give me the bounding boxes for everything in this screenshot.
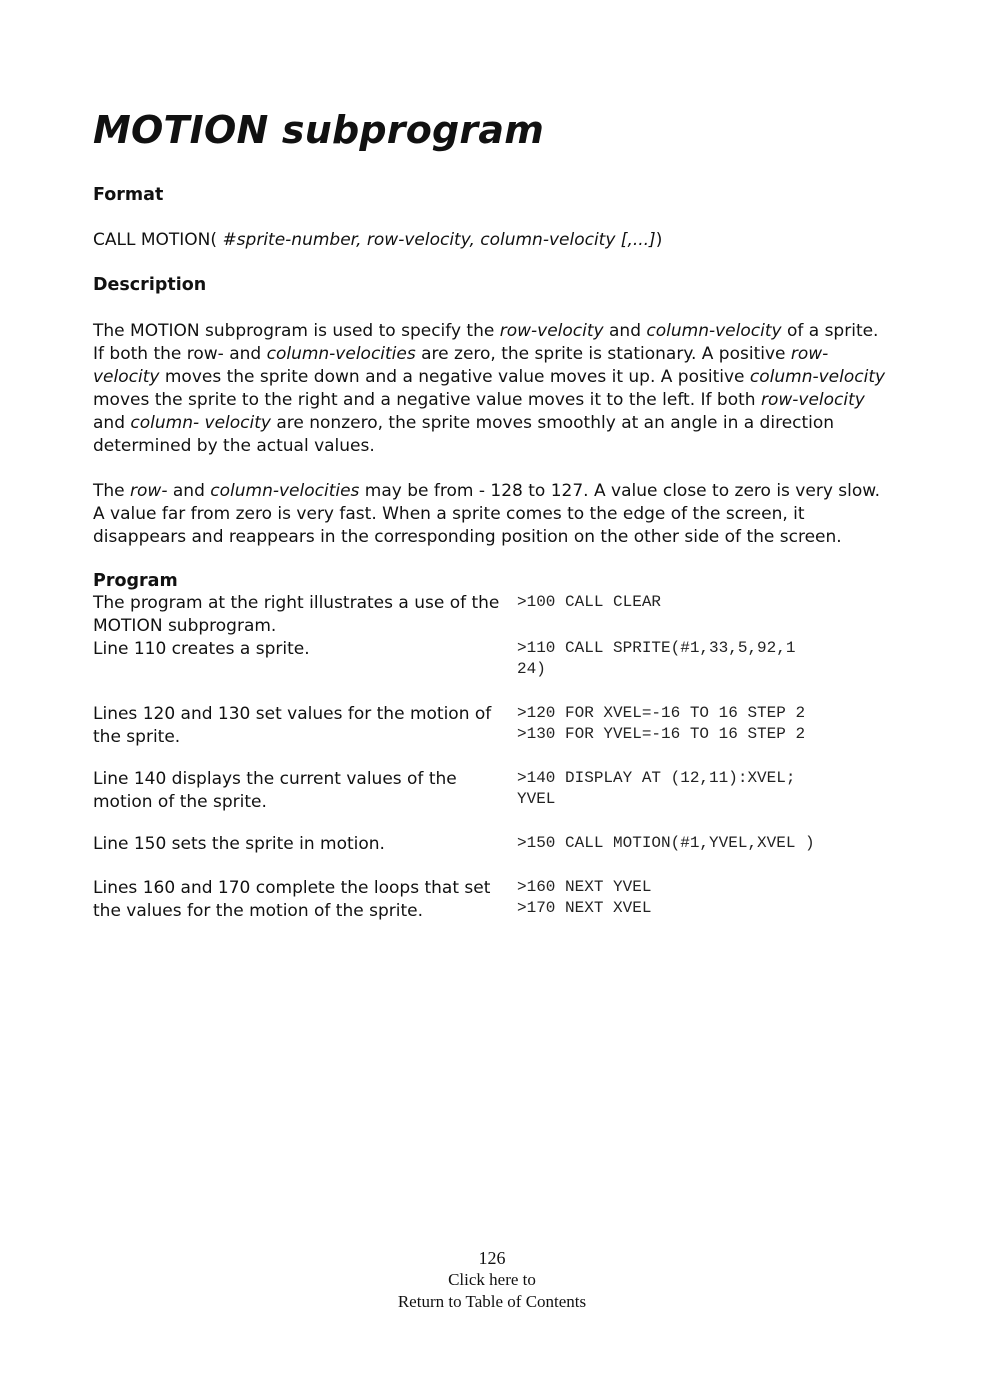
program-row-code: >120 FOR XVEL=-16 TO 16 STEP 2 >130 FOR YVEL=-16 TO 16 STEP 2 — [517, 704, 806, 743]
italic-run: row-velocity — [760, 390, 865, 410]
page-number: 126 — [478, 1248, 506, 1268]
program-row-description: Lines 160 and 170 complete the loops that set the values for the motion of the sprite. — [93, 878, 491, 921]
italic-run: row- — [130, 481, 168, 501]
italic-run: column- velocity — [130, 413, 271, 433]
format-heading: Format — [93, 185, 164, 205]
description-heading: Description — [93, 275, 207, 295]
text-run: The MOTION subprogram is used to specify the — [93, 321, 500, 341]
text-run: A value far from zero is very fast. When a sprite comes to the edge of the screen, it — [93, 504, 805, 524]
page-footer — [0, 1247, 984, 1313]
italic-run: column-velocities — [210, 481, 360, 501]
italic-run: column-velocities — [266, 344, 416, 364]
text-run: may be from - 128 to 127. A value close to zero is very slow. — [359, 481, 881, 501]
text-run: of a sprite. — [781, 321, 879, 341]
toc-link-line-2[interactable]: Return to Table of Contents — [397, 1292, 587, 1311]
format-syntax — [93, 229, 662, 252]
program-row-description: Line 150 sets the sprite in motion. — [93, 834, 385, 854]
program-row-description: The program at the right illustrates a use of the MOTION subprogram. — [93, 593, 500, 636]
page-title: MOTION subprogram — [93, 108, 545, 152]
italic-run: column-velocity — [749, 367, 886, 387]
italic-run: row- — [790, 344, 829, 364]
program-row-code: >100 CALL CLEAR — [517, 593, 662, 611]
program-heading: Program — [93, 571, 178, 591]
italic-run: velocity — [93, 367, 160, 387]
description-paragraph-2 — [93, 480, 893, 549]
format-args: #sprite-number, row-velocity, column-velocity [,...] — [222, 230, 656, 250]
program-row-description: Lines 120 and 130 set values for the motion of the sprite. — [93, 704, 492, 747]
format-suffix: ) — [655, 230, 663, 250]
program-row-code: >150 CALL MOTION(#1,YVEL,XVEL ) — [517, 834, 815, 852]
program-row-code: >110 CALL SPRITE(#1,33,5,92,1 24) — [517, 639, 796, 678]
program-row-description: Line 140 displays the current values of the motion of the sprite. — [93, 769, 457, 812]
program-row-description: Line 110 creates a sprite. — [93, 639, 310, 659]
text-run: disappears and reappears in the corresponding position on the other side of the screen. — [93, 527, 842, 547]
text-run: The — [93, 481, 131, 501]
text-run: moves the sprite down and a negative value moves it up. A positive — [159, 367, 750, 387]
italic-run: column-velocity — [646, 321, 782, 341]
text-run: determined by the actual values. — [93, 436, 375, 456]
text-run: and — [603, 321, 647, 341]
toc-link-line-1[interactable]: Click here to — [448, 1270, 536, 1289]
format-prefix: CALL MOTION( — [93, 230, 223, 250]
text-run: If both the row- and — [93, 344, 267, 364]
italic-run: row-velocity — [499, 321, 604, 341]
description-paragraph-1 — [93, 320, 893, 458]
text-run: moves the sprite to the right and a negative value moves it to the left. If both — [93, 390, 761, 410]
text-run: and — [167, 481, 211, 501]
text-run: are nonzero, the sprite moves smoothly at an angle in a direction — [270, 413, 835, 433]
program-row-code: >140 DISPLAY AT (12,11):XVEL; YVEL — [517, 769, 796, 808]
text-run: and — [93, 413, 131, 433]
program-row-code: >160 NEXT YVEL >170 NEXT XVEL — [517, 878, 652, 917]
text-run: are zero, the sprite is stationary. A positive — [415, 344, 791, 364]
